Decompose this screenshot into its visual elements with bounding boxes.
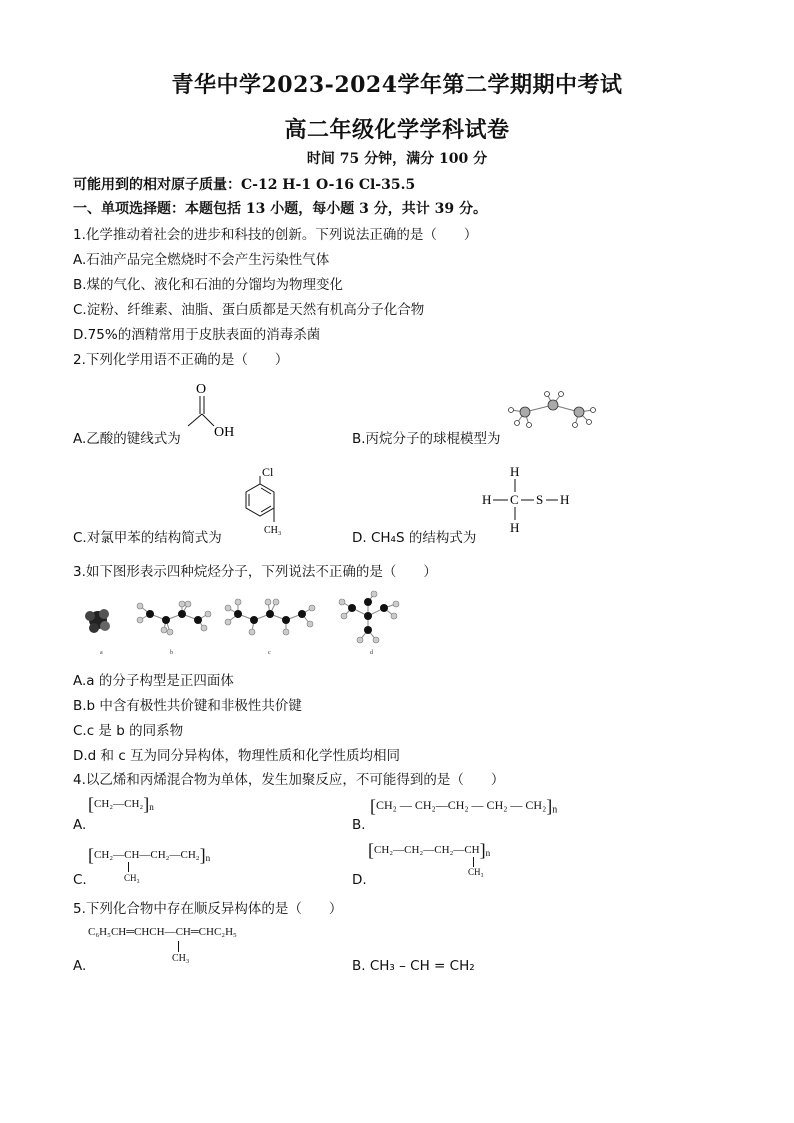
oxygen-label: O: [196, 382, 207, 397]
model-a: [85, 609, 110, 633]
model-label-a: a: [100, 650, 103, 656]
q5-formula-a: C₆H₅CH═CHCH—CH═CHC₂H₅: [88, 926, 237, 938]
q5-a-branch-bond: [178, 941, 179, 952]
q4-c-branch: CH₃: [124, 873, 140, 883]
q5-option-b: B. CH₃ – CH = CH₂: [352, 958, 475, 974]
exam-subtitle: 高二年级化学学科试卷: [284, 117, 510, 143]
q1-option-c: C.淀粉、纤维素、油脂、蛋白质都是天然有机高分子化合物: [73, 302, 425, 318]
q1-option-b: B.煤的气化、液化和石油的分馏均为物理变化: [73, 277, 344, 293]
q4-c-repeat-unit: CH₂—CH—CH₂—CH₂: [94, 849, 200, 861]
q4-b-repeat-unit: CH₂ — CH₂—CH₂ — CH₂ — CH₂: [376, 798, 547, 812]
q2-option-c: C.对氯甲苯的结构简式为: [73, 530, 222, 546]
question-2-stem: 2.下列化学用语不正确的是（ ）: [73, 352, 289, 368]
q1-option-a: A.石油产品完全燃烧时不会产生污染性气体: [73, 252, 330, 268]
hydroxyl-label: OH: [214, 425, 235, 440]
p-chlorotoluene-structure: [222, 462, 302, 540]
q4-a-n: n: [149, 802, 154, 813]
carbon-label: C: [510, 492, 519, 507]
q5-a-branch: CH₃: [172, 953, 190, 964]
question-1-stem: 1.化学推动着社会的进步和科技的创新。下列说法正确的是（ ）: [73, 227, 478, 243]
acetic-acid-skeletal: [180, 378, 250, 440]
question-3-stem: 3.如下图形表示四种烷烃分子，下列说法不正确的是（ ）: [73, 564, 437, 580]
q4-d-n: n: [485, 848, 491, 859]
q4-a-repeat-unit: CH₂—CH₂: [94, 798, 144, 810]
q4-d-branch-bond: [473, 857, 474, 867]
q2-option-b: B.丙烷分子的球棍模型为: [352, 431, 501, 447]
model-label-c: c: [268, 650, 271, 656]
h-bottom: H: [510, 520, 520, 535]
sulfur-label: S: [536, 492, 544, 507]
q4-formula-b: [CH₂ — CH₂—CH₂ — CH₂ — $CH_2]_n$: [370, 796, 558, 816]
q4-formula-c: $[CH_2—CH—CH_2—CH_2]_n$: [88, 845, 211, 865]
q3-option-b: B.b 中含有极性共价键和非极性共价键: [73, 698, 302, 714]
h-top: H: [510, 464, 520, 479]
q5-option-a: A.: [73, 958, 87, 974]
h-right: H: [560, 492, 570, 507]
propane-ball-stick-model: [505, 390, 600, 434]
model-label-d: d: [370, 650, 373, 656]
exam-title: 青华中学2023-2024学年第二学期期中考试: [171, 72, 623, 98]
q3-option-c: C.c 是 b 的同系物: [73, 723, 184, 739]
q4-option-a: A.: [73, 817, 87, 833]
model-label-b: b: [170, 650, 173, 656]
q4-option-b: B.: [352, 817, 366, 833]
q2-option-d: D. CH₄S 的结构式为: [352, 530, 477, 546]
chlorine-label: Cl: [262, 465, 274, 479]
q1-option-d: D.75%的酒精常用于皮肤表面的消毒杀菌: [73, 327, 321, 343]
q4-option-d: D.: [352, 872, 367, 888]
q4-b-n: n: [552, 804, 558, 816]
time-info: 时间 75 分钟，满分 100 分: [306, 151, 488, 167]
atomic-masses: 可能用到的相对原子质量：C-12 H-1 O-16 Cl-35.5: [73, 177, 416, 193]
question-4-stem: 4.以乙烯和丙烯混合物为单体，发生加聚反应，不可能得到的是（ ）: [73, 772, 505, 788]
methyl-label: CH₃: [264, 525, 282, 536]
q4-d-branch: CH₃: [468, 867, 484, 877]
q3-option-a: A.a 的分子构型是正四面体: [73, 673, 234, 689]
q4-formula-a: $[CH_2—CH_2]_n$: [88, 794, 154, 814]
q4-formula-d: $[CH_2—CH_2—CH_2—CH]_n$: [368, 840, 491, 860]
q4-c-n: n: [205, 853, 211, 864]
ch4s-structural-formula: [478, 460, 578, 538]
question-5-stem: 5.下列化合物中存在顺反异构体的是（ ）: [73, 901, 343, 917]
q4-d-repeat-unit: CH₂—CH₂—CH₂—CH: [374, 844, 480, 856]
q4-c-branch-bond: [128, 862, 129, 872]
h-left: H: [482, 492, 492, 507]
section-heading: 一、单项选择题：本题包括 13 小题，每小题 3 分，共计 39 分。: [73, 201, 487, 217]
q3-option-d: D.d 和 c 互为同分异构体，物理性质和化学性质均相同: [73, 748, 401, 764]
q4-option-c: C.: [73, 872, 87, 888]
alkane-models-figure: [78, 590, 418, 660]
q2-option-a: A.乙酸的键线式为: [73, 431, 181, 447]
